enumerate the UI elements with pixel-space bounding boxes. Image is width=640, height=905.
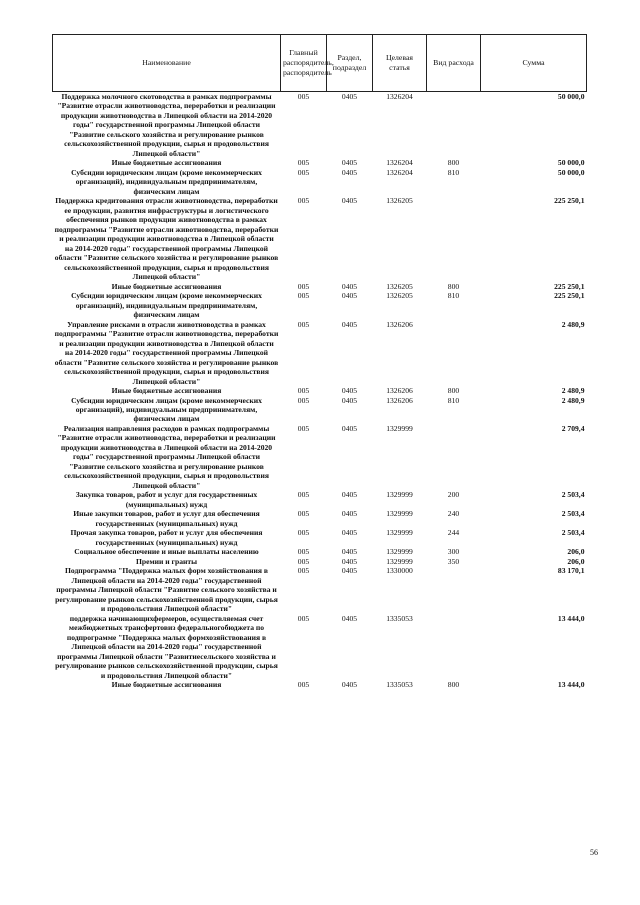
row-name-cell: Социальное обеспечение и иные выплаты населению <box>74 547 259 557</box>
row-admin-cell: 005 <box>297 281 310 291</box>
row-section-cell: 0405 <box>341 92 358 101</box>
table-row <box>53 424 587 490</box>
row-section-cell: 0405 <box>341 528 358 538</box>
row-section-cell: 0405 <box>341 556 358 566</box>
table-row <box>53 158 587 167</box>
row-name-cell: Поддержка молочного скотоводства в рамках подпрограммы "Развитие отрасли животноводства, переработки и реализации продукции животноводства в Липецкой области на 2014-2020 годы" государственной программы Липецкой области "Развитие сельского хозяйства и регулирование рынков сельскохозяйственной продукции, сырья и продовольствия Липецкой области" <box>57 92 276 158</box>
row-target-cell: 1326206 <box>386 319 413 329</box>
row-name-cell: Закупка товаров, работ и услуг для государственных (муниципальных) нужд <box>75 490 258 509</box>
row-target-cell: 1335053 <box>386 680 413 690</box>
row-admin-cell: 005 <box>297 509 310 519</box>
row-expense-cell: 300 <box>447 547 460 557</box>
row-sum-cell: 50 000,0 <box>557 158 585 168</box>
row-target-cell: 1326205 <box>386 291 413 301</box>
col-header-target: Целевая статья <box>373 35 427 92</box>
row-target-cell: 1330000 <box>386 566 413 576</box>
table-row <box>53 396 587 424</box>
row-sum-cell: 2 709,4 <box>561 423 585 433</box>
row-sum-cell: 13 444,0 <box>557 613 585 623</box>
col-header-name: Наименование <box>53 35 281 92</box>
col-header-section: Раздел, подраздел <box>327 35 373 92</box>
row-sum-cell: 225 250,1 <box>554 281 585 291</box>
row-admin-cell: 005 <box>297 490 310 500</box>
row-admin-cell: 005 <box>297 613 310 623</box>
table-row <box>53 528 587 547</box>
page-number: 56 <box>590 848 598 857</box>
table-row <box>53 680 587 689</box>
col-header-sum: Сумма <box>481 35 587 92</box>
row-section-cell: 0405 <box>341 196 358 206</box>
row-section-cell: 0405 <box>341 158 358 168</box>
row-sum-cell: 2 480,9 <box>561 395 585 405</box>
row-expense-cell: 350 <box>447 556 460 566</box>
row-admin-cell: 005 <box>297 423 310 433</box>
row-sum-cell: 2 503,4 <box>561 509 585 519</box>
row-name-cell: Иные бюджетные ассигнования <box>111 158 222 168</box>
row-section-cell: 0405 <box>341 386 358 396</box>
table-row <box>53 168 587 196</box>
row-name-cell: Подпрограмма "Поддержка малых форм хозяйствования в Липецкой области на 2014-2020 годы" государственной программы Липецкой области "Развитие сельского хозяйства и регулирование рынков сельскохозяйственной продукции, сырья и продовольствия Липецкой области" <box>55 566 278 614</box>
row-admin-cell: 005 <box>297 680 310 690</box>
row-admin-cell: 005 <box>297 395 310 405</box>
row-sum-cell: 13 444,0 <box>557 680 585 690</box>
table-row <box>53 547 587 556</box>
row-sum-cell: 206,0 <box>567 547 585 557</box>
row-sum-cell: 2 480,9 <box>561 386 585 396</box>
row-expense-cell: 800 <box>447 281 460 291</box>
row-target-cell: 1326205 <box>386 196 413 206</box>
row-sum-cell: 225 250,1 <box>554 291 585 301</box>
row-sum-cell: 2 503,4 <box>561 528 585 538</box>
row-expense-cell: 810 <box>447 167 460 177</box>
row-section-cell: 0405 <box>341 291 358 301</box>
row-admin-cell: 005 <box>297 291 310 301</box>
row-name-cell: Иные закупки товаров, работ и услуг для обеспечения государственных (муниципальных) нужд <box>73 509 260 528</box>
row-admin-cell: 005 <box>297 158 310 168</box>
table-row <box>53 509 587 528</box>
row-name-cell: поддержка начинающихфермеров, осуществляемая счет межбюджетных трансфертовиз федеральногобюджета по подпрограмме "Поддержка малых формхозяйствования в Липецкой области на 2014-2020 годы" государственной программы Липецкой области "Развитиесельского хозяйства и регулирование рынков сельскохозяйственной продукции, сырья и продовольствия Липецкой области" <box>55 613 278 680</box>
row-admin-cell: 005 <box>297 556 310 566</box>
row-sum-cell: 50 000,0 <box>557 92 585 101</box>
row-target-cell: 1329999 <box>386 528 413 538</box>
table-row <box>53 614 587 680</box>
row-expense-cell <box>427 92 481 159</box>
table-body <box>53 92 587 690</box>
row-name-cell: Субсидии юридическим лицам (кроме некоммерческих организаций), индивидуальным предпринимателям, физическим лицам <box>71 395 262 424</box>
row-section-cell: 0405 <box>341 423 358 433</box>
row-admin-cell: 005 <box>297 386 310 396</box>
row-section-cell: 0405 <box>341 680 358 690</box>
row-name-cell: Прочая закупка товаров, работ и услуг для обеспечения государственных (муниципальных) нужд <box>70 528 263 547</box>
row-section-cell: 0405 <box>341 509 358 519</box>
table-header <box>53 35 587 92</box>
row-admin-cell: 005 <box>297 92 310 101</box>
row-name-cell: Субсидии юридическим лицам (кроме некоммерческих организаций), индивидуальным предпринимателям, физическим лицам <box>71 291 262 320</box>
row-sum-cell: 206,0 <box>567 556 585 566</box>
table-row <box>53 196 587 281</box>
col-header-expense: Вид расхода <box>427 35 481 92</box>
row-admin-cell: 005 <box>297 319 310 329</box>
row-expense-cell: 800 <box>447 680 460 690</box>
row-sum-cell: 50 000,0 <box>557 167 585 177</box>
row-section-cell: 0405 <box>341 281 358 291</box>
row-expense-cell <box>427 196 481 281</box>
row-target-cell: 1326204 <box>386 167 413 177</box>
row-section-cell: 0405 <box>341 319 358 329</box>
row-admin-cell: 005 <box>297 547 310 557</box>
row-section-cell: 0405 <box>341 547 358 557</box>
table-row <box>53 386 587 395</box>
row-target-cell: 1326206 <box>386 395 413 405</box>
budget-table <box>52 34 587 690</box>
row-expense-cell <box>427 424 481 490</box>
row-expense-cell: 200 <box>447 490 460 500</box>
row-target-cell: 1329999 <box>386 556 413 566</box>
row-section-cell: 0405 <box>341 566 358 576</box>
col-header-admin: Главный распорядитель, распорядитель <box>281 35 327 92</box>
row-name-cell: Субсидии юридическим лицам (кроме некоммерческих организаций), индивидуальным предпринимателям, физическим лицам <box>71 167 262 196</box>
table-row <box>53 490 587 509</box>
row-admin-cell: 005 <box>297 196 310 206</box>
table-row <box>53 282 587 291</box>
row-expense-cell <box>427 614 481 680</box>
row-admin-cell: 005 <box>297 167 310 177</box>
row-sum-cell: 225 250,1 <box>554 196 585 206</box>
row-name-cell: Поддержка кредитования отрасли животноводства, переработки ее продукции, развития инфраструктуры и логистического обеспечения рынков продукции животноводства в рамках подпрограммы "Развитие отрасли животноводства, переработки и реализации продукции животноводства в Липецкой области на 2014-2020 годы" государственной программы Липецкой области "Развитие сельского хозяйства и регулирование рынков сельскохозяйственной продукции, сырья и продовольствия Липецкой области" <box>54 196 279 282</box>
row-target-cell: 1326205 <box>386 281 413 291</box>
table-row <box>53 92 587 159</box>
table-row <box>53 566 587 613</box>
row-expense-cell: 800 <box>447 158 460 168</box>
row-target-cell: 1329999 <box>386 509 413 519</box>
row-name-cell: Управление рисками в отрасли животноводства в рамках подпрограммы "Развитие отрасли животноводства, переработки и реализации продукции животноводства в Липецкой области на 2014-2020 годы" государственной программы Липецкой области "Развитие сельского хозяйства и регулирование рынков сельскохозяйственной продукции, сырья и продовольствия Липецкой области" <box>54 319 279 386</box>
row-target-cell: 1326206 <box>386 386 413 396</box>
row-expense-cell: 810 <box>447 395 460 405</box>
row-section-cell: 0405 <box>341 167 358 177</box>
row-target-cell: 1329999 <box>386 547 413 557</box>
row-name-cell: Премии и гранты <box>135 556 198 566</box>
row-target-cell: 1329999 <box>386 490 413 500</box>
table-row <box>53 291 587 319</box>
row-admin-cell: 005 <box>297 566 310 576</box>
row-sum-cell: 2 480,9 <box>561 319 585 329</box>
row-name-cell: Иные бюджетные ассигнования <box>111 386 222 396</box>
row-expense-cell: 800 <box>447 386 460 396</box>
table-row <box>53 557 587 566</box>
row-name-cell: Иные бюджетные ассигнования <box>111 281 222 291</box>
row-expense-cell: 810 <box>447 291 460 301</box>
row-section-cell: 0405 <box>341 613 358 623</box>
row-expense-cell <box>427 320 481 386</box>
row-expense-cell: 244 <box>447 528 460 538</box>
row-name-cell: Иные бюджетные ассигнования <box>111 680 222 690</box>
row-sum-cell: 83 170,1 <box>557 566 585 576</box>
row-target-cell: 1326204 <box>386 158 413 168</box>
row-target-cell: 1335053 <box>386 613 413 623</box>
row-target-cell: 1326204 <box>386 92 413 101</box>
row-name-cell: Реализация направления расходов в рамках подпрограммы "Развитие отрасли животноводства, переработки и реализации продукции животноводства в Липецкой области на 2014-2020 годы" государственной программы Липецкой области "Развитие сельского хозяйства и регулирование рынков сельскохозяйственной продукции, сырья и продовольствия Липецкой области" <box>57 423 276 490</box>
row-admin-cell: 005 <box>297 528 310 538</box>
row-sum-cell: 2 503,4 <box>561 490 585 500</box>
table-row <box>53 320 587 386</box>
row-target-cell: 1329999 <box>386 423 413 433</box>
row-section-cell: 0405 <box>341 490 358 500</box>
row-section-cell: 0405 <box>341 395 358 405</box>
row-expense-cell: 240 <box>447 509 460 519</box>
row-expense-cell <box>427 566 481 613</box>
